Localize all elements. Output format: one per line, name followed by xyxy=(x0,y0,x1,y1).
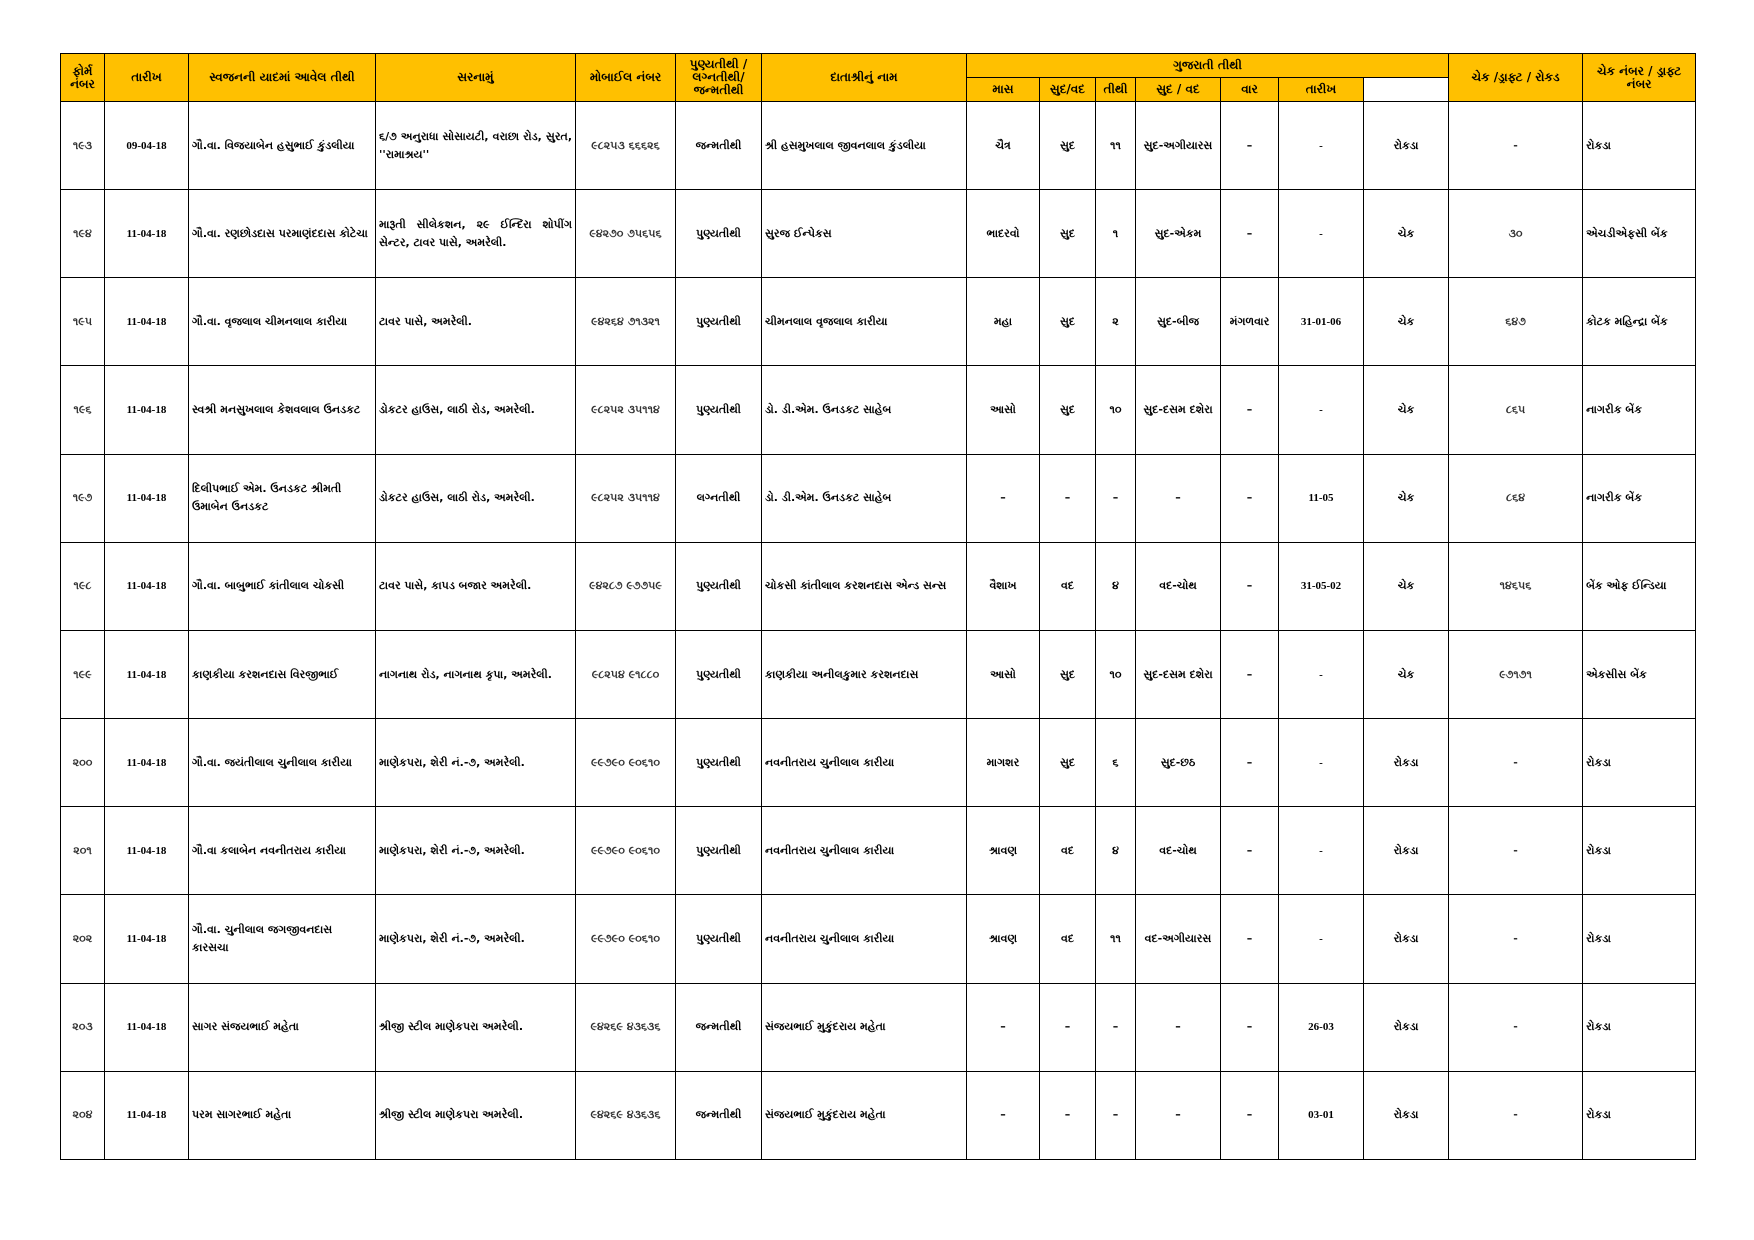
cell-address: મારૂતી સીલેકશન, ૨૯ ઈન્દિરા શોપીંગ સેન્ટર, ટાવર પાસે, અમરેલી. xyxy=(376,190,576,278)
cell-tithi-date: - xyxy=(1279,719,1364,807)
cell-mobile: ૯૪૨૬૪ ૭૧૩૨૧ xyxy=(576,278,676,366)
cell-payment-mode: ચેક xyxy=(1364,542,1449,630)
cell-tithi: ૧૧ xyxy=(1096,102,1136,190)
cell-mobile: ૯૪૨૭૦ ૭૫૬૫૬ xyxy=(576,190,676,278)
cell-sud-vad-text: સુદ-અગીયારસ xyxy=(1136,102,1221,190)
header-occasion: પુણ્યતીથી / લગ્નતીથી/ જન્મતીથી xyxy=(676,54,762,102)
cell-tithi-date: - xyxy=(1279,630,1364,718)
cell-sud-vad-text: સુદ-છઠ xyxy=(1136,719,1221,807)
cell-sud-vad-text: વદ-ચોથ xyxy=(1136,807,1221,895)
cell-address: શ્રીજી સ્ટીલ માણેકપરા અમરેલી. xyxy=(376,1071,576,1159)
cell-date: 11-04-18 xyxy=(105,719,189,807)
cell-address: માણેકપરા, શેરી નં.-૭, અમરેલી. xyxy=(376,895,576,983)
cell-weekday: – xyxy=(1221,454,1279,542)
cell-tithi-date: - xyxy=(1279,190,1364,278)
cell-form-no: ૧૯૭ xyxy=(61,454,105,542)
cell-occasion: લગ્નતીથી xyxy=(676,454,762,542)
table-row xyxy=(61,542,1696,630)
header-relative-name: સ્વજનની યાદમાં આવેલ તીથી xyxy=(189,54,376,102)
cell-weekday: – xyxy=(1221,719,1279,807)
cell-date: 11-04-18 xyxy=(105,190,189,278)
cell-sud-vad: સુદ xyxy=(1040,278,1096,366)
cell-weekday: – xyxy=(1221,542,1279,630)
header-donor-name: દાતાશ્રીનું નામ xyxy=(762,54,967,102)
cell-tithi-date: 31-05-02 xyxy=(1279,542,1364,630)
cell-month: વૈશાખ xyxy=(967,542,1040,630)
cell-relative-name: દિલીપભાઈ એમ. ઉનડકટ શ્રીમતી ઉમાબેન ઉનડકટ xyxy=(189,454,376,542)
cell-tithi-date: 11-05 xyxy=(1279,454,1364,542)
cell-month: મહા xyxy=(967,278,1040,366)
cell-tithi-date: - xyxy=(1279,807,1364,895)
cell-weekday: – xyxy=(1221,366,1279,454)
cell-weekday: – xyxy=(1221,807,1279,895)
cell-sud-vad-text: – xyxy=(1136,1071,1221,1159)
cell-month: – xyxy=(967,1071,1040,1159)
table-row xyxy=(61,102,1696,190)
cell-bank-name: રોકડા xyxy=(1583,983,1696,1071)
cell-date: 11-04-18 xyxy=(105,983,189,1071)
cell-tithi: ૧૦ xyxy=(1096,630,1136,718)
cell-tithi-date: 31-01-06 xyxy=(1279,278,1364,366)
cell-sud-vad-text: સુદ-એકમ xyxy=(1136,190,1221,278)
cell-donor-name: ડો. ડી.એમ. ઉનડકટ સાહેબ xyxy=(762,454,967,542)
tithi-register-table xyxy=(60,53,1696,1160)
cell-payment-mode: રોકડા xyxy=(1364,895,1449,983)
cell-form-no: ૧૯૮ xyxy=(61,542,105,630)
cell-address: માણેકપરા, શેરી નં.-૭, અમરેલી. xyxy=(376,807,576,895)
cell-occasion: જન્મતીથી xyxy=(676,102,762,190)
cell-donor-name: કાણકીયા અનીલકુમાર કરશનદાસ xyxy=(762,630,967,718)
cell-address: ડોકટર હાઉસ, લાઠી રોડ, અમરેલી. xyxy=(376,454,576,542)
cell-occasion: પુણ્યતીથી xyxy=(676,542,762,630)
cell-mobile: ૯૪૨૬૯ ૪૩૬૩૬ xyxy=(576,983,676,1071)
cell-address: ડોકટર હાઉસ, લાઠી રોડ, અમરેલી. xyxy=(376,366,576,454)
cell-form-no: ૨૦૦ xyxy=(61,719,105,807)
cell-cheque-no: ૯૭૧૭૧ xyxy=(1449,630,1583,718)
cell-tithi: ૬ xyxy=(1096,719,1136,807)
cell-payment-mode: ચેક xyxy=(1364,366,1449,454)
cell-sud-vad-text: – xyxy=(1136,454,1221,542)
cell-date: 11-04-18 xyxy=(105,630,189,718)
cell-relative-name: ગૌ.વા. રણછોડદાસ પરમાણંદદાસ કોટેચા xyxy=(189,190,376,278)
header-month: માસ xyxy=(967,78,1040,102)
cell-address: ટાવર પાસે, અમરેલી. xyxy=(376,278,576,366)
table-body xyxy=(61,102,1696,1160)
table-row xyxy=(61,630,1696,718)
cell-mobile: ૯૮૨૫૨ ૩૫૧૧૪ xyxy=(576,454,676,542)
cell-payment-mode: ચેક xyxy=(1364,190,1449,278)
header-cheque-no: ચેક નંબર / ડ્રાફ્ટ નંબર xyxy=(1583,54,1696,102)
cell-tithi: ૨ xyxy=(1096,278,1136,366)
cell-form-no: ૧૯૯ xyxy=(61,630,105,718)
cell-bank-name: કોટક મહિન્દ્રા બેંક xyxy=(1583,278,1696,366)
table-row xyxy=(61,454,1696,542)
header-address: સરનામું xyxy=(376,54,576,102)
table-row xyxy=(61,895,1696,983)
cell-mobile: ૯૯૭૯૦ ૯૦૬૧૦ xyxy=(576,807,676,895)
cell-cheque-no: ૮૬૪ xyxy=(1449,454,1583,542)
cell-bank-name: નાગરીક બેંક xyxy=(1583,454,1696,542)
cell-payment-mode: રોકડા xyxy=(1364,1071,1449,1159)
cell-address: નાગનાથ રોડ, નાગનાથ કૃપા, અમરેલી. xyxy=(376,630,576,718)
cell-month: – xyxy=(967,983,1040,1071)
cell-donor-name: નવનીતરાય ચુનીલાલ કારીયા xyxy=(762,719,967,807)
cell-month: ચૈત્ર xyxy=(967,102,1040,190)
cell-sud-vad-text: સુદ-દસમ દશેરા xyxy=(1136,366,1221,454)
cell-bank-name: એકસીસ બેંક xyxy=(1583,630,1696,718)
cell-tithi: – xyxy=(1096,983,1136,1071)
cell-tithi: ૧ xyxy=(1096,190,1136,278)
cell-bank-name: રોકડા xyxy=(1583,719,1696,807)
cell-sud-vad-text: સુદ-દસમ દશેરા xyxy=(1136,630,1221,718)
cell-weekday: – xyxy=(1221,630,1279,718)
cell-weekday: – xyxy=(1221,1071,1279,1159)
cell-relative-name: ગૌ.વા. ચુનીલાલ જગજીવનદાસ કારસચા xyxy=(189,895,376,983)
cell-relative-name: ગૌ.વા. વૃજલાલ ચીમનલાલ કારીયા xyxy=(189,278,376,366)
table-row xyxy=(61,719,1696,807)
table-row xyxy=(61,983,1696,1071)
cell-month: આસો xyxy=(967,366,1040,454)
cell-payment-mode: રોકડા xyxy=(1364,719,1449,807)
cell-form-no: ૧૯૫ xyxy=(61,278,105,366)
cell-payment-mode: રોકડા xyxy=(1364,983,1449,1071)
table-row xyxy=(61,1071,1696,1159)
header-payment-mode: ચેક /ડ્રાફ્ટ / રોકડ xyxy=(1449,54,1583,102)
header-sud-vad-text: સુદ / વદ xyxy=(1136,78,1221,102)
cell-form-no: ૨૦૪ xyxy=(61,1071,105,1159)
cell-address: શ્રીજી સ્ટીલ માણેકપરા અમરેલી. xyxy=(376,983,576,1071)
cell-relative-name: સાગર સંજયભાઈ મહેતા xyxy=(189,983,376,1071)
cell-tithi: ૪ xyxy=(1096,542,1136,630)
cell-relative-name: કાણકીયા કરશનદાસ વિરજીભાઈ xyxy=(189,630,376,718)
cell-donor-name: સંજયભાઈ મુકુંદરાય મહેતા xyxy=(762,983,967,1071)
cell-tithi-date: 03-01 xyxy=(1279,1071,1364,1159)
cell-occasion: પુણ્યતીથી xyxy=(676,895,762,983)
header-tithi-date: તારીખ xyxy=(1279,78,1364,102)
cell-bank-name: એચડીએફસી બેંક xyxy=(1583,190,1696,278)
cell-tithi: ૪ xyxy=(1096,807,1136,895)
cell-donor-name: નવનીતરાય ચુનીલાલ કારીયા xyxy=(762,807,967,895)
cell-mobile: ૯૯૭૯૦ ૯૦૬૧૦ xyxy=(576,895,676,983)
cell-mobile: ૯૮૨૫૨ ૩૫૧૧૪ xyxy=(576,366,676,454)
cell-donor-name: ચીમનલાલ વૃજલાલ કારીયા xyxy=(762,278,967,366)
header-gujarati-tithi: ગુજરાતી તીથી xyxy=(967,54,1449,78)
table-row xyxy=(61,807,1696,895)
cell-payment-mode: ચેક xyxy=(1364,630,1449,718)
table-row xyxy=(61,278,1696,366)
cell-sud-vad: – xyxy=(1040,983,1096,1071)
cell-mobile: ૯૮૨૫૪ ૯૧૮૮૦ xyxy=(576,630,676,718)
cell-cheque-no: ૮૬૫ xyxy=(1449,366,1583,454)
cell-address: માણેકપરા, શેરી નં.-૭, અમરેલી. xyxy=(376,719,576,807)
header-date: તારીખ xyxy=(105,54,189,102)
cell-tithi-date: - xyxy=(1279,895,1364,983)
table-row xyxy=(61,366,1696,454)
cell-payment-mode: રોકડા xyxy=(1364,102,1449,190)
header-sud-vad: સુદ/વદ xyxy=(1040,78,1096,102)
cell-form-no: ૨૦૩ xyxy=(61,983,105,1071)
cell-bank-name: રોકડા xyxy=(1583,1071,1696,1159)
cell-occasion: પુણ્યતીથી xyxy=(676,190,762,278)
cell-date: 11-04-18 xyxy=(105,807,189,895)
cell-cheque-no: ૬૪૭ xyxy=(1449,278,1583,366)
cell-donor-name: ચોકસી કાંતીલાલ કરશનદાસ એન્ડ સન્સ xyxy=(762,542,967,630)
cell-date: 11-04-18 xyxy=(105,366,189,454)
cell-date: 09-04-18 xyxy=(105,102,189,190)
cell-tithi: – xyxy=(1096,454,1136,542)
cell-occasion: પુણ્યતીથી xyxy=(676,630,762,718)
cell-month: શ્રાવણ xyxy=(967,807,1040,895)
cell-date: 11-04-18 xyxy=(105,454,189,542)
cell-cheque-no: - xyxy=(1449,102,1583,190)
table-header xyxy=(61,54,1696,102)
cell-bank-name: રોકડા xyxy=(1583,807,1696,895)
cell-month: શ્રાવણ xyxy=(967,895,1040,983)
cell-cheque-no: - xyxy=(1449,807,1583,895)
cell-tithi-date: - xyxy=(1279,366,1364,454)
cell-weekday: – xyxy=(1221,983,1279,1071)
cell-occasion: પુણ્યતીથી xyxy=(676,719,762,807)
header-form-no: ફોર્મ નંબર xyxy=(61,54,105,102)
cell-address: ટાવર પાસે, કાપડ બજાર અમરેલી. xyxy=(376,542,576,630)
cell-bank-name: નાગરીક બેંક xyxy=(1583,366,1696,454)
cell-month: આસો xyxy=(967,630,1040,718)
cell-cheque-no: - xyxy=(1449,719,1583,807)
cell-month: ભાદરવો xyxy=(967,190,1040,278)
cell-form-no: ૧૯૪ xyxy=(61,190,105,278)
cell-date: 11-04-18 xyxy=(105,1071,189,1159)
cell-relative-name: ગૌ.વા કલાબેન નવનીતરાય કારીયા xyxy=(189,807,376,895)
cell-sud-vad-text: – xyxy=(1136,983,1221,1071)
cell-form-no: ૨૦૨ xyxy=(61,895,105,983)
cell-donor-name: ડો. ડી.એમ. ઉનડકટ સાહેબ xyxy=(762,366,967,454)
cell-tithi-date: - xyxy=(1279,102,1364,190)
cell-mobile: ૯૮૨૫૩ ૬૬૬૨૬ xyxy=(576,102,676,190)
cell-payment-mode: રોકડા xyxy=(1364,807,1449,895)
cell-cheque-no: ૧૪૬૫૬ xyxy=(1449,542,1583,630)
cell-sud-vad-text: સુદ-બીજ xyxy=(1136,278,1221,366)
cell-sud-vad: સુદ xyxy=(1040,366,1096,454)
cell-date: 11-04-18 xyxy=(105,278,189,366)
cell-occasion: પુણ્યતીથી xyxy=(676,366,762,454)
cell-cheque-no: - xyxy=(1449,1071,1583,1159)
cell-mobile: ૯૯૭૯૦ ૯૦૬૧૦ xyxy=(576,719,676,807)
cell-month: માગશર xyxy=(967,719,1040,807)
cell-relative-name: પરમ સાગરભાઈ મહેતા xyxy=(189,1071,376,1159)
cell-donor-name: શ્રી હસમુખલાલ જીવનલાલ કુંડલીયા xyxy=(762,102,967,190)
cell-payment-mode: ચેક xyxy=(1364,278,1449,366)
cell-date: 11-04-18 xyxy=(105,895,189,983)
cell-tithi: ૧૧ xyxy=(1096,895,1136,983)
cell-sud-vad: વદ xyxy=(1040,895,1096,983)
cell-cheque-no: - xyxy=(1449,895,1583,983)
cell-occasion: પુણ્યતીથી xyxy=(676,278,762,366)
cell-donor-name: સુરજ ઈન્પેકસ xyxy=(762,190,967,278)
cell-occasion: પુણ્યતીથી xyxy=(676,807,762,895)
cell-bank-name: રોકડા xyxy=(1583,895,1696,983)
cell-tithi: ૧૦ xyxy=(1096,366,1136,454)
cell-sud-vad: સુદ xyxy=(1040,102,1096,190)
cell-cheque-no: ૩૦ xyxy=(1449,190,1583,278)
cell-sud-vad: વદ xyxy=(1040,807,1096,895)
cell-occasion: જન્મતીથી xyxy=(676,983,762,1071)
cell-weekday: – xyxy=(1221,190,1279,278)
cell-occasion: જન્મતીથી xyxy=(676,1071,762,1159)
cell-sud-vad: વદ xyxy=(1040,542,1096,630)
cell-sud-vad: સુદ xyxy=(1040,190,1096,278)
cell-payment-mode: ચેક xyxy=(1364,454,1449,542)
header-weekday: વાર xyxy=(1221,78,1279,102)
cell-bank-name: બેંક ઓફ ઈન્ડિયા xyxy=(1583,542,1696,630)
cell-weekday: – xyxy=(1221,102,1279,190)
cell-relative-name: ગૌ.વા. વિજયાબેન હસુભાઈ કુંડલીયા xyxy=(189,102,376,190)
cell-tithi: – xyxy=(1096,1071,1136,1159)
cell-sud-vad: – xyxy=(1040,1071,1096,1159)
cell-bank-name: રોકડા xyxy=(1583,102,1696,190)
cell-sud-vad: સુદ xyxy=(1040,719,1096,807)
cell-form-no: ૧૯૩ xyxy=(61,102,105,190)
cell-relative-name: સ્વશ્રી મનસુખલાલ કેશવલાલ ઉનડકટ xyxy=(189,366,376,454)
cell-address: ૬/૭ અનુરાધા સોસાયટી, વરાછા રોડ, સુરત, ''રામાશ્રય'' xyxy=(376,102,576,190)
cell-month: – xyxy=(967,454,1040,542)
cell-weekday: – xyxy=(1221,895,1279,983)
cell-weekday: મંગળવાર xyxy=(1221,278,1279,366)
header-tithi: તીથી xyxy=(1096,78,1136,102)
cell-donor-name: સંજયભાઈ મુકુંદરાય મહેતા xyxy=(762,1071,967,1159)
cell-date: 11-04-18 xyxy=(105,542,189,630)
header-mobile: મોબાઈલ નંબર xyxy=(576,54,676,102)
cell-sud-vad-text: વદ-ચોથ xyxy=(1136,542,1221,630)
cell-sud-vad-text: વદ-અગીયારસ xyxy=(1136,895,1221,983)
cell-mobile: ૯૪૨૬૯ ૪૩૬૩૬ xyxy=(576,1071,676,1159)
cell-sud-vad: – xyxy=(1040,454,1096,542)
table-row xyxy=(61,190,1696,278)
cell-mobile: ૯૪૨૮૭ ૯૭૭૫૯ xyxy=(576,542,676,630)
cell-form-no: ૨૦૧ xyxy=(61,807,105,895)
cell-form-no: ૧૯૬ xyxy=(61,366,105,454)
cell-sud-vad: સુદ xyxy=(1040,630,1096,718)
cell-cheque-no: - xyxy=(1449,983,1583,1071)
cell-donor-name: નવનીતરાય ચુનીલાલ કારીયા xyxy=(762,895,967,983)
cell-relative-name: ગૌ.વા. જયંતીલાલ ચુનીલાલ કારીયા xyxy=(189,719,376,807)
cell-tithi-date: 26-03 xyxy=(1279,983,1364,1071)
cell-relative-name: ગૌ.વા. બાબુભાઈ કાંતીલાલ ચોકસી xyxy=(189,542,376,630)
